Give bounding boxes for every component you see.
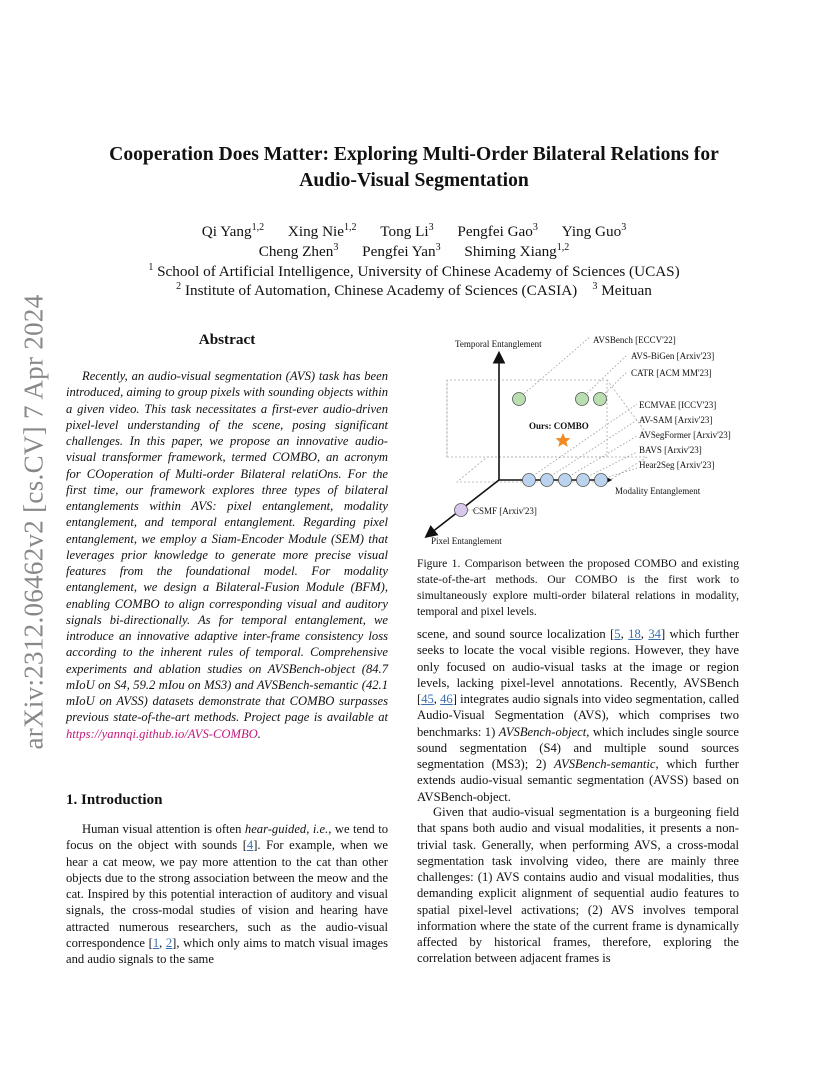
- citation-link[interactable]: 46: [440, 692, 453, 706]
- affiliation-2-3: $^2$ Institute of Automation, Chinese Academy of Sciences (CASIA) $^3$ Meituan: [176, 281, 652, 300]
- citation-link[interactable]: 1: [152, 935, 160, 950]
- author: Shiming Xiang$^{1,2}$: [464, 242, 570, 261]
- citation-link[interactable]: 2: [165, 935, 173, 950]
- author: Xing Nie$^{1,2}$: [287, 222, 357, 241]
- method-label: CSMF [Arxiv'23]: [473, 506, 537, 516]
- point-bavs: [577, 474, 590, 487]
- abstract-heading: Abstract: [198, 331, 256, 348]
- author: Tong Li$^3$: [380, 222, 434, 241]
- figure-1: [417, 322, 747, 550]
- cube-wireframe: [447, 380, 647, 482]
- right-paragraph-2: Given that audio-visual segmentation is a burgeoning field that spans both audio and visual modalities, it presents a non-trivial task. Generally, when performing AVS, a cross-modal segmentation task involving video, there are mainly three challenges: (1) AVS contains audio and visual modalities, thus demanding explicit alignment of sequential audio features to spatial pixel-level activations; (2) AVS involves temporal information where the state of the current frame is dynamically affected by historical frames, therefore, exploring the correlation between adjacent frames is: [417, 805, 739, 966]
- arxiv-id: arXiv:2312.06462v2 [cs.CV] 7 Apr 2024: [18, 294, 49, 750]
- star-combo: [556, 433, 571, 447]
- figure-caption: Figure 1. Comparison between the proposed COMBO and existing state-of-the-art methods. Our COMBO is the first work to simultaneously explore multi-order bilateral relations in modality, temporal and pixel levels.: [417, 557, 739, 618]
- citation-link[interactable]: 34: [648, 627, 661, 641]
- author: Qi Yang$^{1,2}$: [201, 222, 265, 241]
- pixel-axis-label: Pixel Entanglement: [431, 536, 502, 546]
- point-avsbench: [513, 393, 526, 406]
- method-label: AV-SAM [Arxiv'23]: [639, 415, 713, 425]
- method-label: CATR [ACM MM'23]: [631, 368, 712, 378]
- right-paragraph-1: scene, and sound source localization [5, 18, 34] which further seeks to locate the vocal visible regions. However, they have only focused on audio-visual tasks at the image or region levels, lacking pixel-level annotations. Recently, AVSBench [45, 46] integrates audio signals into video segmentation, called Audio-Visual Segmentation (AVS), which comprises two benchmarks: 1) AVSBench-object, which includes single source sound segmentation (S4) and multiple sound sources segmentation (MS3); 2) AVSBench-semantic, which further extends audio-visual semantic segmentation (AVSS) based on AVSBench-object.: [417, 627, 740, 804]
- method-label: AVSBench [ECCV'22]: [593, 335, 676, 345]
- point-av-sam: [541, 474, 554, 487]
- point-catr: [594, 393, 607, 406]
- affiliation-1: $^1$ School of Artificial Intelligence, University of Chinese Academy of Sciences (UCAS): [148, 262, 680, 281]
- method-label: BAVS [Arxiv'23]: [639, 445, 702, 455]
- point-avsegformer: [559, 474, 572, 487]
- point-hear2seg: [595, 474, 608, 487]
- method-label: ECMVAE [ICCV'23]: [639, 400, 717, 410]
- citation-link[interactable]: 4: [246, 838, 254, 853]
- ours-label: Ours: COMBO: [529, 421, 589, 431]
- point-ecmvae: [523, 474, 536, 487]
- title-line-2: Audio-Visual Segmentation: [299, 170, 529, 191]
- author: Pengfei Yan$^3$: [362, 242, 441, 261]
- paper-title: [60, 142, 768, 194]
- citation-link[interactable]: 5: [614, 627, 621, 641]
- modality-axis-label: Modality Entanglement: [615, 486, 701, 496]
- arxiv-stamp: [4, 294, 64, 750]
- intro-heading: 1. Introduction: [66, 792, 163, 808]
- abstract-body: Recently, an audio-visual segmentation (AVS) task has been introduced, aiming to group pixels with sounding objects within a given video. This task necessitates a first-ever audio-driven pixel-level understanding of the scene, posing significant challenges. In this paper, we propose an innovative audio-visual transformer framework, termed COMBO, an acronym for COoperation of Multi-order Bilateral relatiOns. For the first time, our framework explores three types of bilateral entanglements within AVS: pixel entanglement, modality entanglement, and temporal entanglement. Regarding pixel entanglement, we employ a Siam-Encoder Module (SEM) that leverages prior knowledge to generate more precise visual features from the foundational model. For modality entanglement, we design a Bilateral-Fusion Module (BFM), enabling COMBO to align corresponding visual and auditory signals bi-directionally. As for temporal entanglement, we introduce an innovative adaptive inter-frame consistency loss according to the inherent rules of temporal. Comprehensive experiments and ablation studies on AVSBench-object (84.7 mIoU on S4, 59.2 mIou on MS3) and AVSBench-semantic (42.1 mIoU on AVSS) datasets demonstrate that COMBO surpasses previous state-of-the-art methods. Project page is available at https://yannqi.github.io/AVS-COMBO.: [66, 369, 388, 741]
- intro-paragraph: Human visual attention is often hear-guided, i.e., we tend to focus on the object with sounds [4]. For example, when we hear a cat meow, we pay more attention to the cat than other objects due to the strong association between the meow and the cat. Inspired by this potential interaction of auditory and visual signals, the cross-modal studies of vision and hearing have attracted numerous researchers, such as the audio-visual correspondence [1, 2], which only aims to match visual images and audio signals to the same: [66, 822, 389, 966]
- method-label: AVS-BiGen [Arxiv'23]: [631, 351, 715, 361]
- title-line-1: Cooperation Does Matter: Exploring Multi-Order Bilateral Relations for: [109, 144, 719, 165]
- author: Ying Guo$^3$: [561, 222, 627, 241]
- method-label: Hear2Seg [Arxiv'23]: [639, 460, 715, 470]
- author: Cheng Zhen$^3$: [258, 242, 339, 261]
- point-csmf: [455, 504, 468, 517]
- citation-link[interactable]: 45: [421, 692, 434, 706]
- point-avs-bigen: [576, 393, 589, 406]
- author: Pengfei Gao$^3$: [457, 222, 538, 241]
- temporal-axis-label: Temporal Entanglement: [455, 339, 542, 349]
- method-label: AVSegFormer [Arxiv'23]: [639, 430, 731, 440]
- citation-link[interactable]: 18: [628, 627, 641, 641]
- project-page-link[interactable]: https://yannqi.github.io/AVS-COMBO: [66, 726, 258, 741]
